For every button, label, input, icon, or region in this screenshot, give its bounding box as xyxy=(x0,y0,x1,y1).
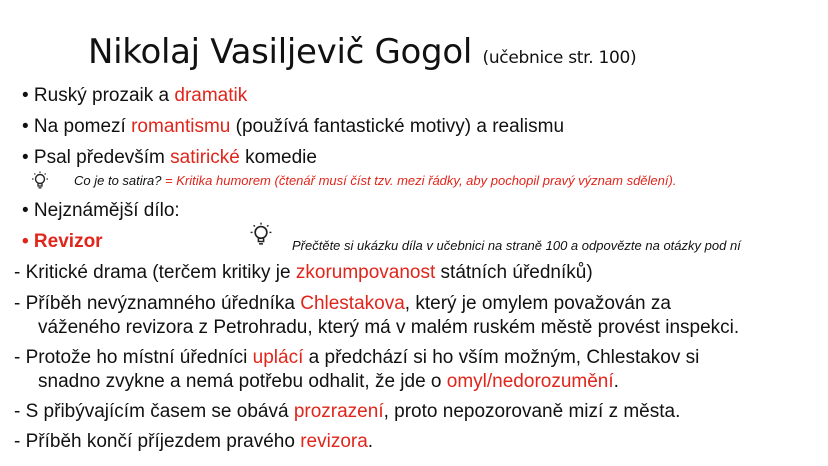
lightbulb-icon xyxy=(248,222,274,248)
subtitle-text: (učebnice str. 100) xyxy=(482,48,637,68)
highlight-text: dramatik xyxy=(174,85,248,106)
highlight-text: romantismu xyxy=(131,116,231,137)
point-konec xyxy=(14,431,373,453)
point-text: . xyxy=(613,371,619,392)
highlight-text: uplácí xyxy=(252,347,304,368)
point-text: - S přibývajícím časem se obává xyxy=(14,401,294,422)
bullet-romantismus xyxy=(22,116,564,138)
task-note xyxy=(292,237,812,254)
note-answer: = Kritika humorem (čtenář musí číst tzv. mezi řádky, aby pochopil pravý význam sdělení). xyxy=(161,173,677,188)
point-uplaci xyxy=(14,347,699,369)
highlight-text: prozrazení xyxy=(293,401,384,422)
highlight-text: satirické xyxy=(170,147,240,168)
bullet-dilo xyxy=(22,200,180,222)
highlight-text: omyl/nedorozumění xyxy=(446,371,614,392)
point-text: - Příběh nevýznamného úředníka xyxy=(14,293,301,314)
point-prozrazeni xyxy=(14,401,680,423)
slide-title xyxy=(88,32,636,72)
bullet-revizor xyxy=(22,231,103,253)
point-text: váženého revizora z Petrohradu, který má v malém ruském městě provést inspekci. xyxy=(38,317,740,338)
point-chlestakov-line2 xyxy=(38,317,739,339)
point-text: a předchází si ho vším možným, Chlestakov si xyxy=(303,347,700,368)
task-text: Přečtěte si ukázku díla v učebnici na straně 100 a odpovězte na otázky pod ní xyxy=(292,238,741,253)
satira-note xyxy=(74,173,676,188)
bullet-text: • Ruský prozaik a xyxy=(22,85,175,106)
point-uplaci-line2 xyxy=(38,371,619,393)
bullet-text: • Nejznámější dílo: xyxy=(22,200,180,221)
point-text: , který je omylem považován za xyxy=(404,293,671,314)
bullet-satira xyxy=(22,147,317,169)
point-text: státních úředníků) xyxy=(435,262,593,283)
lightbulb-icon xyxy=(30,171,50,191)
title-text: Nikolaj Vasiljevič Gogol xyxy=(88,32,472,72)
note-question: Co je to satira? xyxy=(74,173,162,188)
bullet-dramatik xyxy=(22,85,247,107)
point-text: - Příběh končí příjezdem pravého xyxy=(14,431,301,452)
bullet-text: (používá fantastické motivy) a realismu xyxy=(230,116,565,137)
bullet-text: • Revizor xyxy=(22,231,103,252)
point-kriticke-drama xyxy=(14,262,593,284)
highlight-text: Chlestakova xyxy=(300,293,405,314)
point-text: . xyxy=(367,431,374,452)
point-text: - Protože ho místní úředníci xyxy=(14,347,253,368)
bullet-text: • Psal především xyxy=(22,147,171,168)
highlight-text: zkorumpovanost xyxy=(295,262,436,283)
highlight-text: revizora xyxy=(300,431,368,452)
point-chlestakov xyxy=(14,293,671,315)
point-text: snadno zvykne a nemá potřebu odhalit, že jde o xyxy=(38,371,447,392)
point-text: - Kritické drama (terčem kritiky je xyxy=(14,262,296,283)
bullet-text: komedie xyxy=(239,147,317,168)
point-text: , proto nepozorovaně mizí z města. xyxy=(383,401,681,422)
bullet-text: • Na pomezí xyxy=(22,116,132,137)
